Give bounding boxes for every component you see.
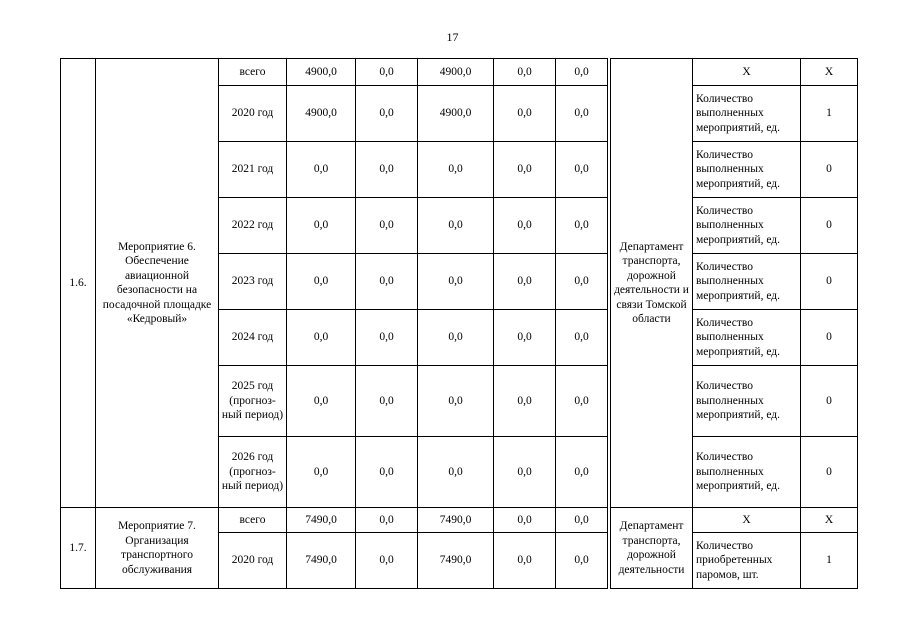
- value-cell: 4900,0: [287, 59, 356, 86]
- table-row: [61, 508, 858, 533]
- indicator-cell: Количество выполненных мероприятий, ед.: [693, 366, 801, 437]
- value-cell: 0,0: [356, 86, 418, 142]
- value-cell: 0,0: [494, 59, 556, 86]
- row-number: 1.6.: [61, 59, 96, 508]
- year-cell: 2021 год: [219, 142, 287, 198]
- indicator-cell: Количество выполненных мероприятий, ед.: [693, 254, 801, 310]
- indicator-value: 0: [801, 254, 858, 310]
- value-cell: 0,0: [494, 310, 556, 366]
- value-cell: 0,0: [556, 142, 608, 198]
- value-cell: 0,0: [287, 366, 356, 437]
- indicator-value: Х: [801, 508, 858, 533]
- value-cell: 0,0: [494, 198, 556, 254]
- value-cell: 0,0: [287, 437, 356, 508]
- value-cell: 0,0: [556, 533, 608, 589]
- value-cell: 0,0: [356, 366, 418, 437]
- indicator-value: 1: [801, 533, 858, 589]
- value-cell: 7490,0: [287, 533, 356, 589]
- value-cell: 0,0: [556, 198, 608, 254]
- measure-name: Мероприятие 6. Обеспечение авиационной безопасности на посадочной площадке «Кедровый»: [96, 59, 219, 508]
- indicator-value: 0: [801, 198, 858, 254]
- indicator-cell: Количество приобретенных паромов, шт.: [693, 533, 801, 589]
- indicator-cell: Количество выполненных мероприятий, ед.: [693, 142, 801, 198]
- value-cell: 0,0: [356, 142, 418, 198]
- value-cell: 0,0: [287, 310, 356, 366]
- value-cell: 0,0: [556, 254, 608, 310]
- value-cell: 4900,0: [287, 86, 356, 142]
- year-cell: 2020 год: [219, 533, 287, 589]
- year-cell: 2026 год (прогноз-ный период): [219, 437, 287, 508]
- value-cell: 0,0: [494, 366, 556, 437]
- year-cell: 2025 год (прогноз-ный период): [219, 366, 287, 437]
- program-table: [60, 58, 858, 589]
- executor: Департамент транспорта, дорожной деятельности: [611, 508, 693, 589]
- value-cell: 0,0: [556, 366, 608, 437]
- value-cell: 0,0: [356, 508, 418, 533]
- table-row: [61, 59, 858, 86]
- indicator-cell: Х: [693, 508, 801, 533]
- value-cell: 0,0: [556, 508, 608, 533]
- indicator-value: Х: [801, 59, 858, 86]
- page-number: 17: [446, 30, 459, 44]
- value-cell: 0,0: [287, 142, 356, 198]
- year-cell: 2022 год: [219, 198, 287, 254]
- row-number: 1.7.: [61, 508, 96, 589]
- indicator-value: 0: [801, 142, 858, 198]
- value-cell: 0,0: [418, 254, 494, 310]
- value-cell: 0,0: [418, 198, 494, 254]
- value-cell: 0,0: [494, 86, 556, 142]
- year-cell: 2023 год: [219, 254, 287, 310]
- measure-name: Мероприятие 7. Организация транспортного обслуживания: [96, 508, 219, 589]
- value-cell: 0,0: [356, 59, 418, 86]
- value-cell: 0,0: [494, 142, 556, 198]
- value-cell: 0,0: [494, 437, 556, 508]
- value-cell: 0,0: [418, 366, 494, 437]
- value-cell: 7490,0: [418, 533, 494, 589]
- indicator-value: 0: [801, 310, 858, 366]
- value-cell: 0,0: [494, 508, 556, 533]
- value-cell: 4900,0: [418, 86, 494, 142]
- value-cell: 0,0: [356, 437, 418, 508]
- value-cell: 0,0: [356, 310, 418, 366]
- value-cell: 0,0: [556, 86, 608, 142]
- value-cell: 0,0: [287, 198, 356, 254]
- indicator-cell: Количество выполненных мероприятий, ед.: [693, 437, 801, 508]
- indicator-value: 0: [801, 366, 858, 437]
- indicator-value: 1: [801, 86, 858, 142]
- value-cell: 7490,0: [418, 508, 494, 533]
- value-cell: 0,0: [418, 437, 494, 508]
- value-cell: 4900,0: [418, 59, 494, 86]
- indicator-value: 0: [801, 437, 858, 508]
- value-cell: 0,0: [494, 533, 556, 589]
- executor: Департамент транспорта, дорожной деятельности и связи Томской области: [611, 59, 693, 508]
- value-cell: 0,0: [356, 254, 418, 310]
- indicator-cell: Количество выполненных мероприятий, ед.: [693, 198, 801, 254]
- value-cell: 0,0: [556, 310, 608, 366]
- year-cell: 2020 год: [219, 86, 287, 142]
- value-cell: 7490,0: [287, 508, 356, 533]
- year-cell: всего: [219, 508, 287, 533]
- year-cell: всего: [219, 59, 287, 86]
- indicator-cell: Количество выполненных мероприятий, ед.: [693, 310, 801, 366]
- value-cell: 0,0: [418, 142, 494, 198]
- year-cell: 2024 год: [219, 310, 287, 366]
- indicator-cell: Х: [693, 59, 801, 86]
- indicator-cell: Количество выполненных мероприятий, ед.: [693, 86, 801, 142]
- value-cell: 0,0: [356, 198, 418, 254]
- value-cell: 0,0: [287, 254, 356, 310]
- value-cell: 0,0: [356, 533, 418, 589]
- value-cell: 0,0: [418, 310, 494, 366]
- value-cell: 0,0: [494, 254, 556, 310]
- value-cell: 0,0: [556, 437, 608, 508]
- value-cell: 0,0: [556, 59, 608, 86]
